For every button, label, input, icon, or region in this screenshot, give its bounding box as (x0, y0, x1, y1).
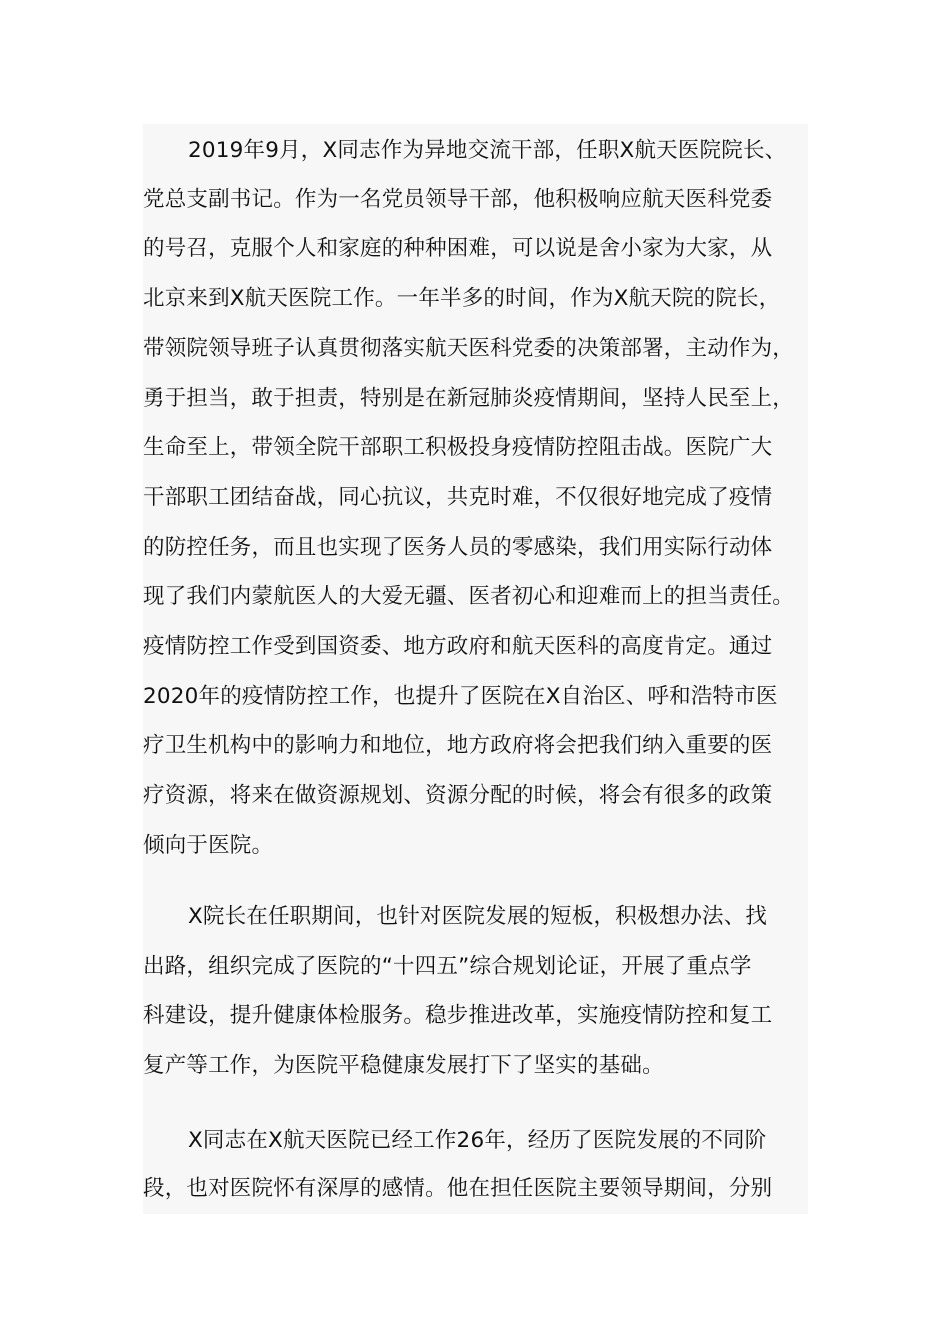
paragraph-1-line-6: 勇于担当，敢于担责，特别是在新冠肺炎疫情期间，坚持人民至上， (143, 374, 794, 424)
paragraph-1-line-3: 的号召，克服个人和家庭的种种困难，可以说是舍小家为大家，从 (143, 224, 772, 274)
paragraph-2-line-3: 科建设，提升健康体检服务。稳步推进改革，实施疫情防控和复工 (143, 991, 772, 1041)
paragraph-1-line-11: 疫情防控工作受到国资委、地方政府和航天医科的高度肯定。通过 (143, 622, 772, 672)
paragraph-1-line-10: 现了我们内蒙航医人的大爱无疆、医者初心和迎难而上的担当责任。 (143, 572, 794, 622)
paragraph-2-line-4: 复产等工作，为医院平稳健康发展打下了坚实的基础。 (143, 1041, 664, 1091)
paragraph-1-line-15: 倾向于医院。 (143, 821, 273, 871)
paragraph-1-line-4: 北京来到X航天医院工作。一年半多的时间，作为X航天院的院长， (143, 274, 780, 324)
paragraph-1-line-1: 2019年9月，X同志作为异地交流干部，任职X航天医院院长、 (188, 126, 786, 176)
paragraph-3-line-1: X同志在X航天医院已经工作26年，经历了医院发展的不同阶 (188, 1116, 766, 1166)
paragraph-2-line-2: 出路，组织完成了医院的“十四五”综合规划论证，开展了重点学 (143, 942, 752, 992)
paragraph-1-line-2: 党总支副书记。作为一名党员领导干部，他积极响应航天医科党委 (143, 175, 772, 225)
paragraph-1-line-13: 疗卫生机构中的影响力和地位，地方政府将会把我们纳入重要的医 (143, 721, 772, 771)
paragraph-2-line-1: X院长在任职期间，也针对医院发展的短板，积极想办法、找 (188, 892, 767, 942)
paragraph-1-line-12: 2020年的疫情防控工作，也提升了医院在X自治区、呼和浩特市医 (143, 672, 778, 722)
paragraph-1-line-9: 的防控任务，而且也实现了医务人员的零感染，我们用实际行动体 (143, 523, 772, 573)
paragraph-1-line-5: 带领院领导班子认真贯彻落实航天医科党委的决策部署，主动作为， (143, 324, 794, 374)
paragraph-1-line-7: 生命至上，带领全院干部职工积极投身疫情防控阻击战。医院广大 (143, 423, 772, 473)
paragraph-1-line-8: 干部职工团结奋战，同心抗议，共克时难，不仅很好地完成了疫情 (143, 473, 772, 523)
paragraph-1-line-14: 疗资源，将来在做资源规划、资源分配的时候，将会有很多的政策 (143, 771, 772, 821)
paragraph-3-line-2: 段，也对医院怀有深厚的感情。他在担任医院主要领导期间，分别 (143, 1164, 772, 1214)
